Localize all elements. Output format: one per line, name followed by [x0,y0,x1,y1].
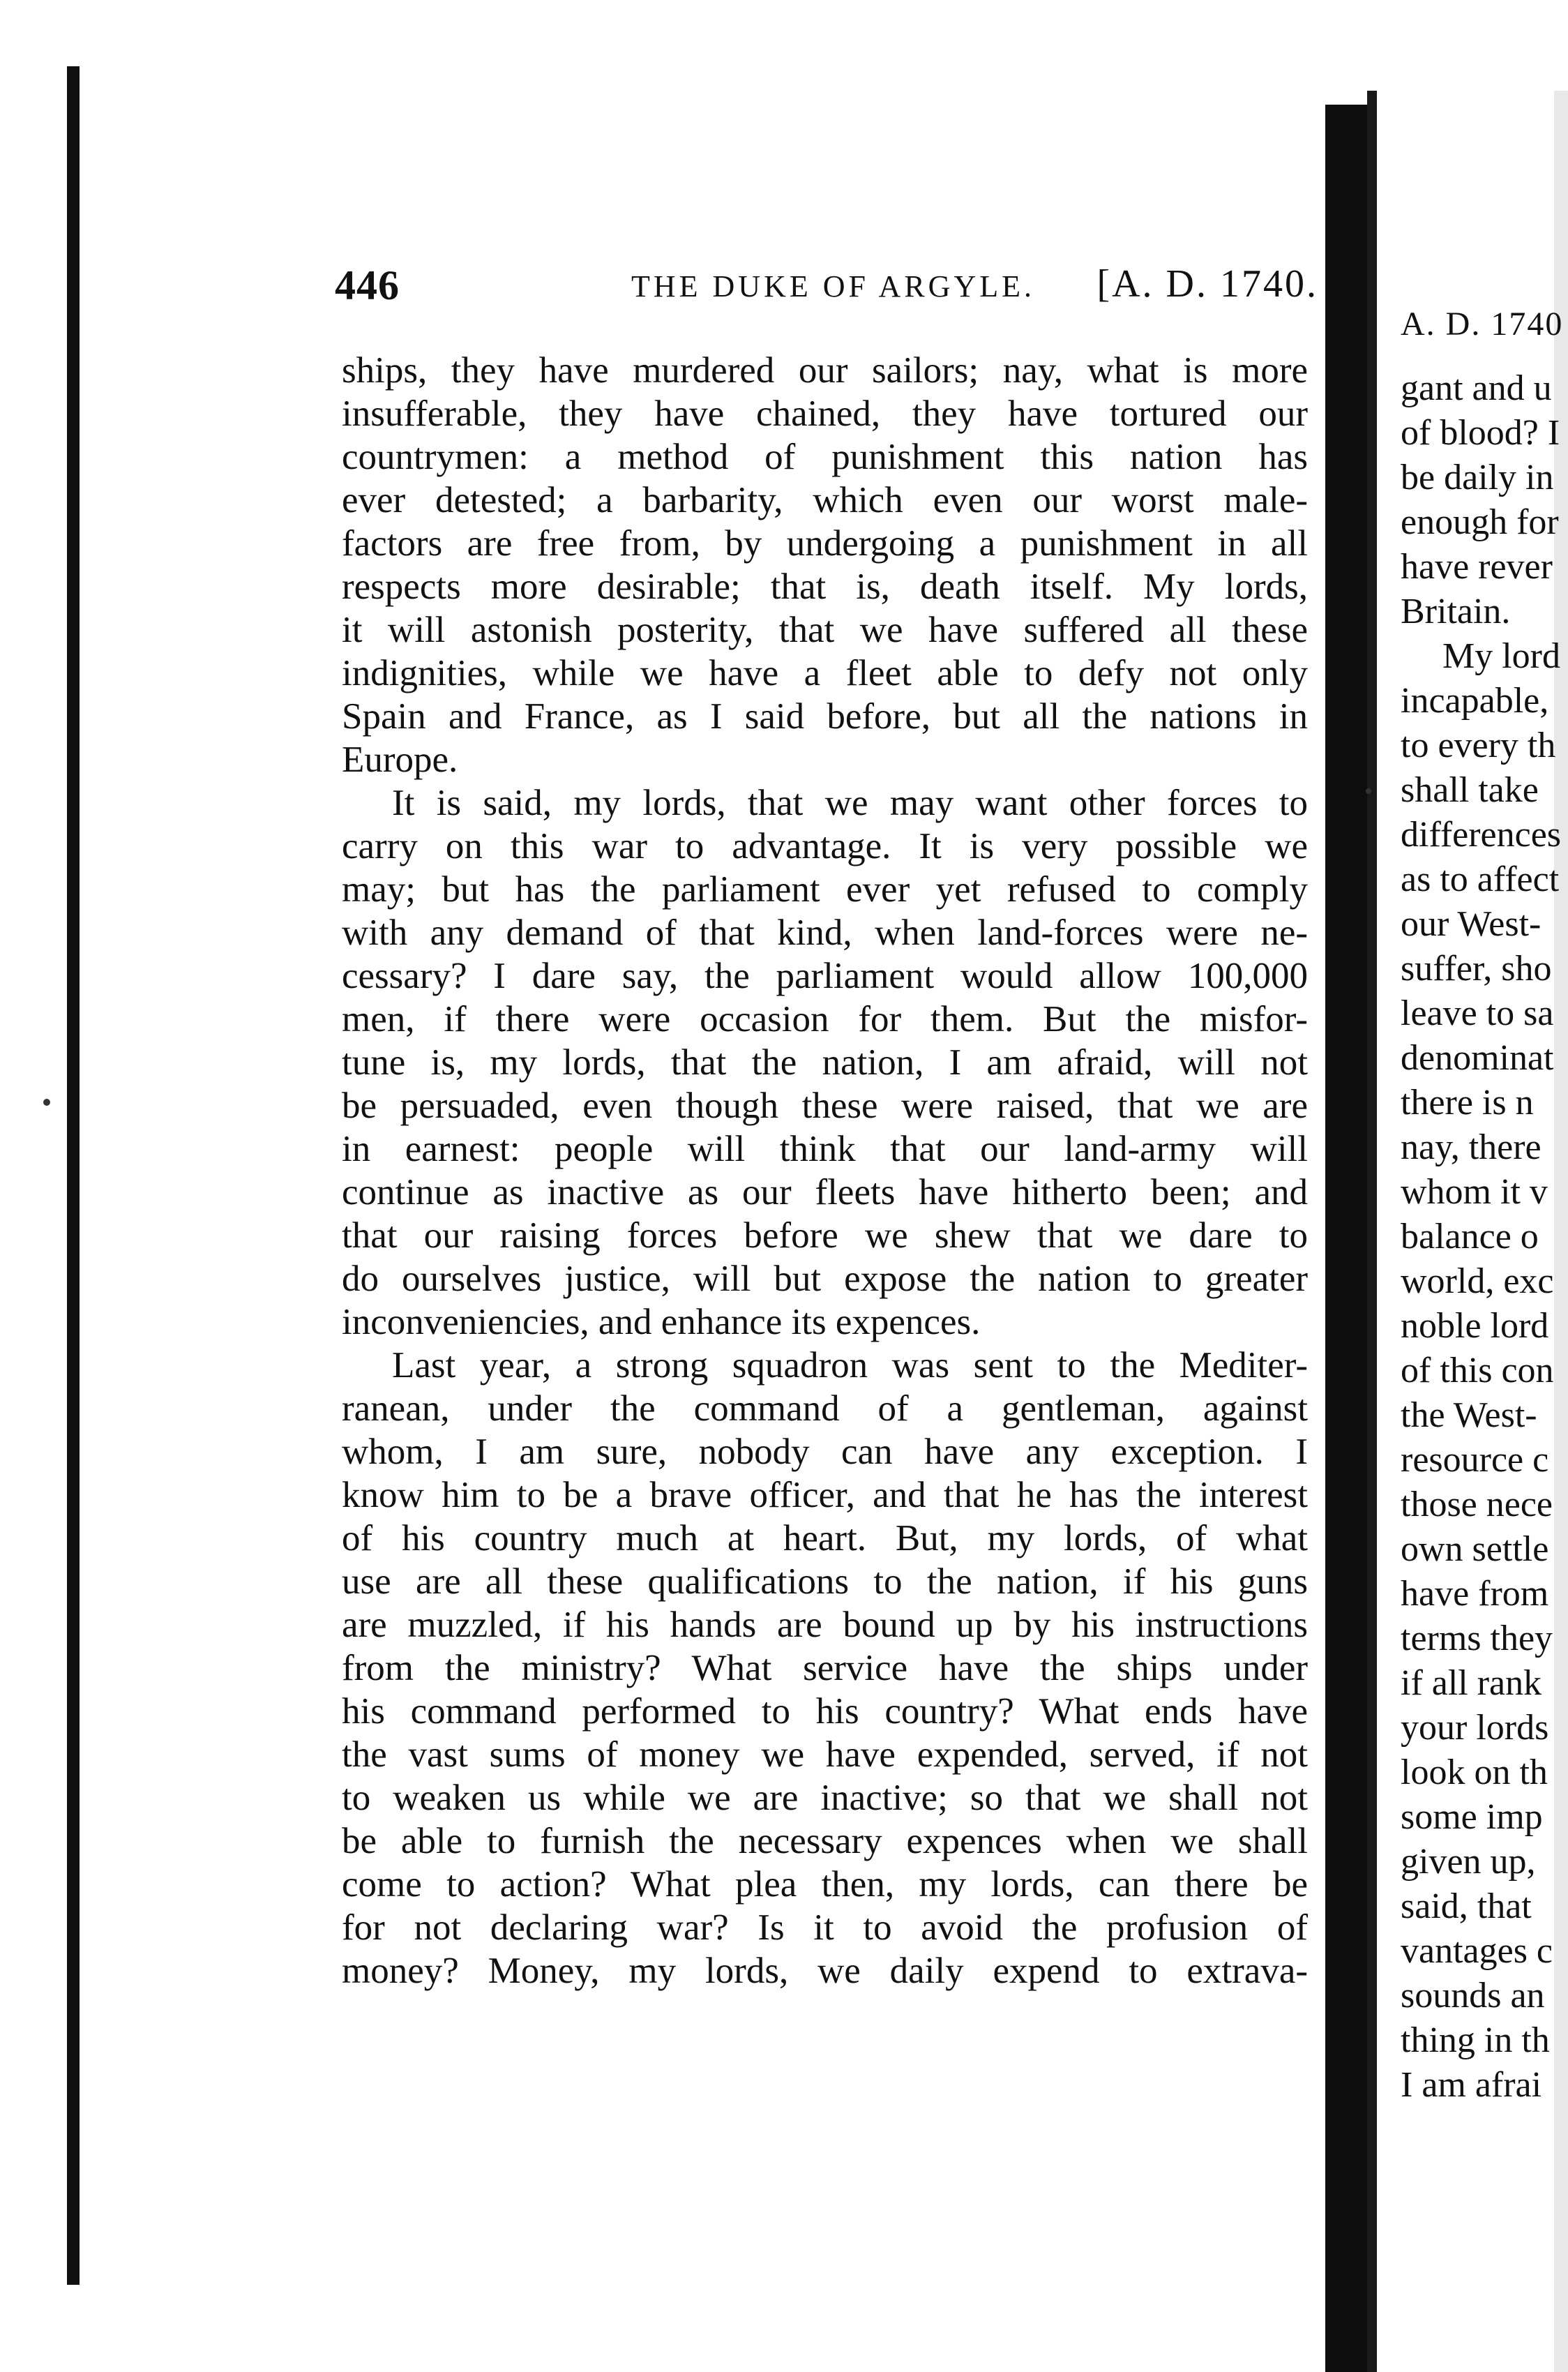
text-line: are muzzled, if his hands are bound up by his instructions [342,1605,1308,1645]
facing-text-line: have from [1401,1574,1549,1614]
text-line: of his country much at heart. But, my lords, of what [342,1518,1308,1559]
text-line: Europe. [342,740,458,780]
facing-text-line: to every th [1401,726,1556,765]
facing-text-line: resource c [1401,1440,1549,1480]
text-line: do ourselves justice, will but expose the nation to greater [342,1259,1308,1299]
facing-text-line: our West- [1401,904,1541,944]
text-line: ships, they have murdered our sailors; nay, what is more [342,350,1308,391]
text-line: respects more desirable; that is, death itself. My lords, [342,566,1308,607]
facing-text-line: have rever [1401,547,1553,587]
facing-text-line: whom it v [1401,1172,1548,1212]
text-line: insufferable, they have chained, they have tortured our [342,393,1308,434]
text-line: to weaken us while we are inactive; so that we shall not [342,1778,1308,1818]
facing-text-line: nay, there [1401,1127,1541,1167]
text-line: the vast sums of money we have expended, served, if not [342,1734,1308,1775]
text-line: continue as inactive as our fleets have hitherto been; and [342,1172,1308,1213]
text-line: may; but has the parliament ever yet refused to comply [342,869,1308,910]
text-line: countrymen: a method of punishment this nation has [342,437,1308,477]
main-text-column [342,349,1308,1992]
facing-text-line: there is n [1401,1083,1534,1123]
text-line: from the ministry? What service have the ships under [342,1648,1308,1688]
text-line: be persuaded, even though these were raised, that we are [342,1086,1308,1126]
facing-text-line: those nece [1401,1485,1553,1524]
text-line: men, if there were occasion for them. But the misfor- [342,999,1308,1039]
scan-binding-line [67,66,80,2285]
facing-text-line: of blood? I [1401,413,1560,453]
text-line: it will astonish posterity, that we have suffered all these [342,610,1308,650]
text-line: money? Money, my lords, we daily expend to extrava- [342,1951,1308,1991]
facing-text-line: be daily in [1401,458,1554,497]
text-line: It is said, my lords, that we may want other forces to [392,783,1308,823]
running-header [335,262,1318,324]
scan-margin-left [0,0,77,2372]
text-line: tune is, my lords, that the nation, I am afraid, will not [342,1042,1308,1083]
text-line: Spain and France, as I said before, but all the nations in [342,696,1308,737]
text-line: ever detested; a barbarity, which even our worst male- [342,480,1308,520]
facing-text-line: vantages c [1401,1931,1553,1971]
facing-text-line: look on th [1401,1752,1548,1792]
text-line: with any demand of that kind, when land-forces were ne- [342,913,1308,953]
facing-text-line: thing in th [1401,2020,1550,2060]
text-line: Last year, a strong squadron was sent to the Mediter- [392,1345,1308,1386]
facing-text-line: of this con [1401,1351,1554,1390]
text-line: use are all these qualifications to the nation, if his guns [342,1561,1308,1602]
facing-text-line: gant and u [1401,368,1552,408]
facing-text-line: sounds an [1401,1976,1545,2016]
facing-text-line: I am afrai [1401,2065,1542,2105]
facing-page-header: A. D. 1740 [1401,306,1564,343]
facing-text-line: some imp [1401,1797,1543,1837]
text-line: ranean, under the command of a gentleman, against [342,1388,1308,1429]
facing-text-line: denominat [1401,1038,1554,1078]
facing-text-line: own settle [1401,1529,1549,1569]
facing-text-line: differences [1401,815,1562,855]
text-line: come to action? What plea then, my lords, can there be [342,1864,1308,1905]
facing-text-line: as to affect [1401,860,1560,899]
book-gutter-edge [1367,91,1377,2372]
text-line: be able to furnish the necessary expences when we shall [342,1821,1308,1861]
text-line: inconveniencies, and enhance its expences. [342,1302,981,1342]
running-head-title: THE DUKE OF ARGYLE. [631,269,1035,303]
facing-text-line: your lords [1401,1708,1549,1748]
facing-page-spacer [1401,352,1568,366]
scan-speck [1366,788,1371,794]
text-line: for not declaring war? Is it to avoid the profusion of [342,1907,1308,1948]
text-line: carry on this war to advantage. It is very possible we [342,826,1308,866]
facing-text-line: enough for [1401,502,1559,542]
facing-text-line: balance o [1401,1217,1539,1256]
text-line: in earnest: people will think that our land-army will [342,1129,1308,1169]
facing-text-line: if all rank [1401,1663,1542,1703]
text-line: cessary? I dare say, the parliament would allow 100,000 [342,956,1308,996]
page-number: 446 [335,262,400,308]
facing-text-line: world, exc [1401,1261,1554,1301]
facing-text-line: incapable, [1401,681,1549,721]
facing-text-line: suffer, sho [1401,949,1552,989]
text-line: indignities, while we have a fleet able to defy not only [342,653,1308,693]
facing-text-line: leave to sa [1401,993,1554,1033]
facing-text-line: given up, [1401,1842,1536,1882]
facing-text-line: Britain. [1401,592,1511,631]
facing-text-line: terms they [1401,1619,1553,1658]
facing-text-line: shall take [1401,770,1539,810]
facing-text-line: noble lord [1401,1306,1549,1346]
facing-page-text [1401,296,1568,2108]
facing-text-line: the West- [1401,1395,1537,1435]
text-line: his command performed to his country? What ends have [342,1691,1308,1732]
text-line: know him to be a brave officer, and that he has the interest [342,1475,1308,1515]
facing-text-line: My lord [1442,636,1560,676]
text-line: factors are free from, by undergoing a punishment in all [342,523,1308,564]
text-line: that our raising forces before we shew that we dare to [342,1215,1308,1256]
running-head-date: [A. D. 1740. [1096,262,1318,306]
text-line: whom, I am sure, nobody can have any exception. I [342,1432,1308,1472]
facing-text-line: said, that [1401,1886,1532,1926]
scan-speck [43,1099,50,1106]
scan-margin-top [80,0,1568,66]
